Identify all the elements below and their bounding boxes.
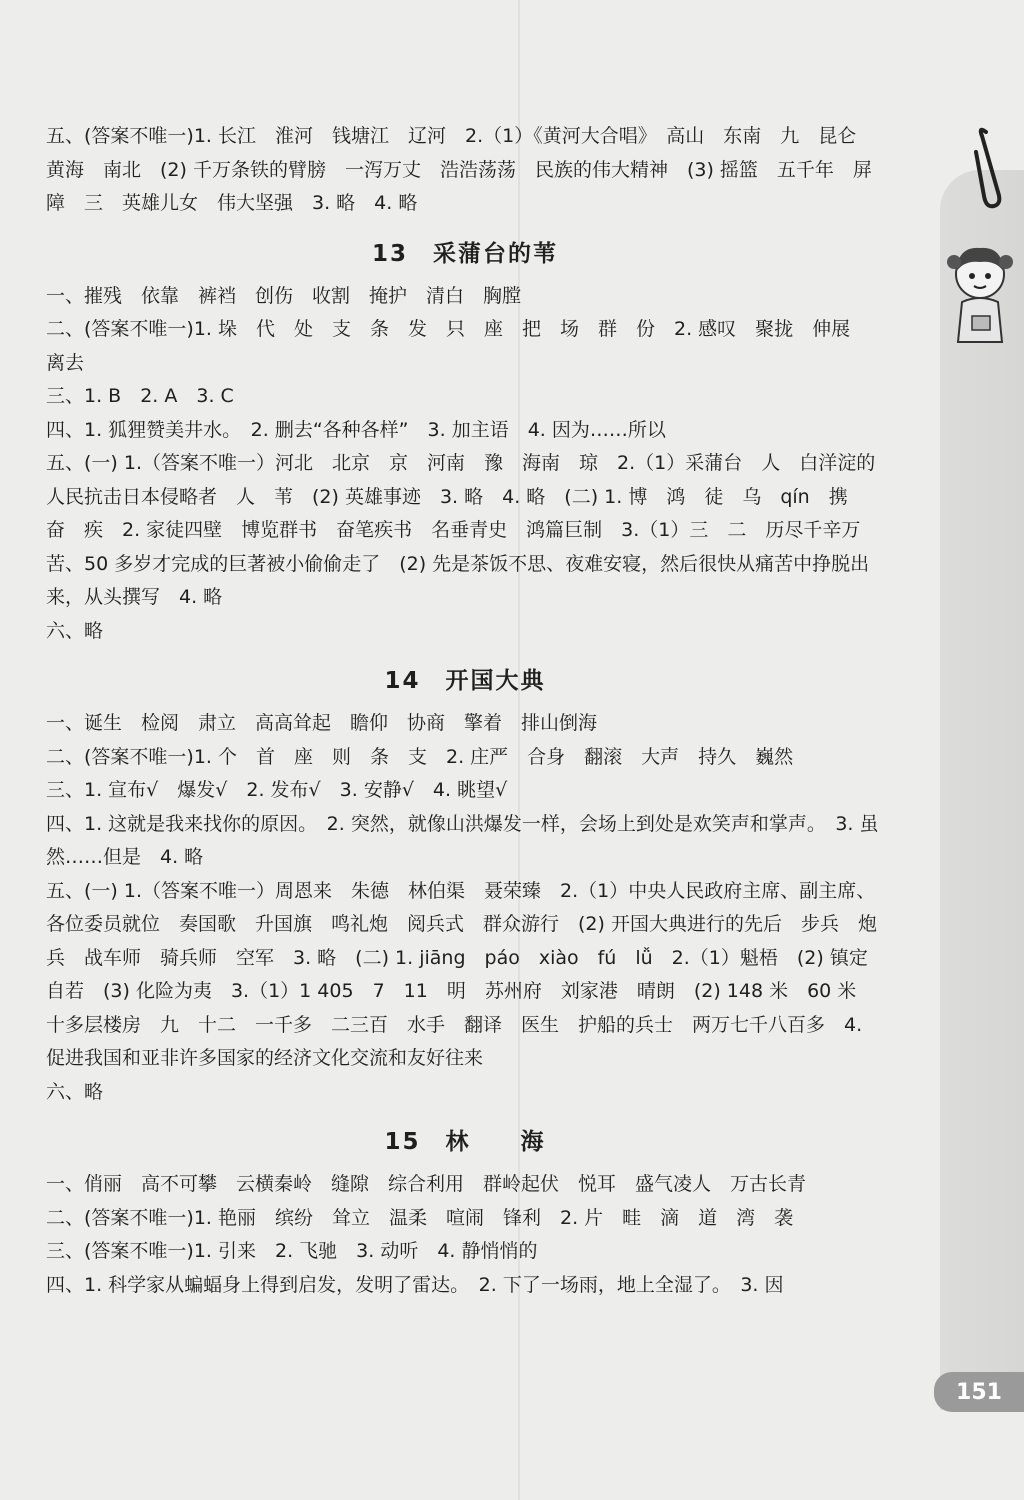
block-14: 六、略: [46, 1080, 104, 1103]
section-title-14: 14 开国大典: [384, 668, 546, 694]
paperclip-icon: [972, 122, 1012, 212]
block-19: 四、1. 科学家从蝙蝠身上得到启发，发明了雷达。 2. 下了一场雨，地上全湿了。 3. 因: [46, 1273, 784, 1296]
block-17: 二、(答案不唯一)1. 艳丽 缤纷 耸立 温柔 喧闹 锋利 2. 片 畦 滴 道 湾 袭: [46, 1206, 794, 1229]
section-title-15: 15 林 海: [384, 1129, 546, 1155]
cartoon-girl-icon: [944, 232, 1016, 362]
block-16: 一、俏丽 高不可攀 云横秦岭 缝隙 综合利用 群岭起伏 悦耳 盛气凌人 万古长青: [46, 1173, 807, 1195]
section-title-13: 13 采蒲台的苇: [371, 240, 558, 267]
block-2: 一、摧残 依靠 裤裆 创伤 收割 掩护 清白 胸膛: [46, 284, 522, 307]
block-5: 四、1. 狐狸赞美井水。 2. 删去“各种各样” 3. 加主语 4. 因为……所以: [46, 418, 666, 441]
block-3: 二、(答案不唯一)1. 垛 代 处 支 条 发 只 座 把 场 群 份 2. 感叹 聚拢 伸展 离去: [46, 318, 870, 374]
page-number: 151: [934, 1372, 1024, 1412]
block-0: 五、(答案不唯一)1. 长江 淮河 钱塘江 辽河 2.（1）《黄河大合唱》 高山 东南 九 昆仑 黄海 南北 (2) 千万条铁的臂膀 一泻万丈 浩浩荡荡 民族的伟大精神 (3) 摇篮 五千年 屏障 三 英雄儿女 伟大坚强 3. 略 4. 略: [46, 125, 876, 214]
block-13: 五、(一) 1.（答案不唯一）周恩来 朱德 林伯渠 聂荣臻 2.（1）中央人民政府主席、副主席、各位委员就位 奏国歌 升国旗 鸣礼炮 阅兵式 群众游行 (2) 开国大典进行的先后 步兵 炮兵 战车师 骑兵师 空军 3. 略 (二) 1. jiāng páo xiào fú lǚ 2.（1）魁梧 (2) 镇定自若 (3) 化险为夷 3.（1）1 405 7 11 明 苏州府 刘家港 晴朗 (2) 148 米 60 米 十多层楼房 九 十二 一千多 二三百 水手 翻译 医生 护船的兵士 两万七千八百多 4. 促进我国和亚非许多国家的经济文化交流和友好往来: [46, 879, 877, 1069]
block-4: 三、1. B 2. A 3. C: [46, 385, 234, 407]
block-7: 六、略: [46, 619, 104, 642]
block-18: 三、(答案不唯一)1. 引来 2. 飞驰 3. 动听 4. 静悄悄的: [46, 1240, 538, 1262]
block-12: 四、1. 这就是我来找你的原因。 2. 突然，就像山洪爆发一样，会场上到处是欢笑声和掌声。 3. 虽然……但是 4. 略: [46, 812, 879, 868]
block-9: 一、诞生 检阅 肃立 高高耸起 瞻仰 协商 擎着 排山倒海: [46, 712, 598, 734]
block-6: 五、(一) 1.（答案不唯一）河北 北京 京 河南 豫 海南 琼 2.（1）采蒲台 人 白洋淀的人民抗击日本侵略者 人 苇 (2) 英雄事迹 3. 略 4. 略 (二) 1. 博 鸿 徒 乌 qín 携 奋 疾 2. 家徒四壁 博览群书 奋笔疾书 名垂青史 鸿篇巨制 3.（1）三 二 历尽千辛万苦、50 多岁才完成的巨著被小偷偷走了 (2) 先是茶饭不思、夜难安寝，然后很快从痛苦中挣脱出来，从头撰写 4. 略: [46, 452, 876, 608]
answer-content: [46, 120, 884, 1302]
block-10: 二、(答案不唯一)1. 个 首 座 则 条 支 2. 庄严 合身 翻滚 大声 持久 巍然: [46, 745, 794, 768]
block-11: 三、1. 宣布√ 爆发√ 2. 发布√ 3. 安静√ 4. 眺望√: [46, 779, 508, 801]
